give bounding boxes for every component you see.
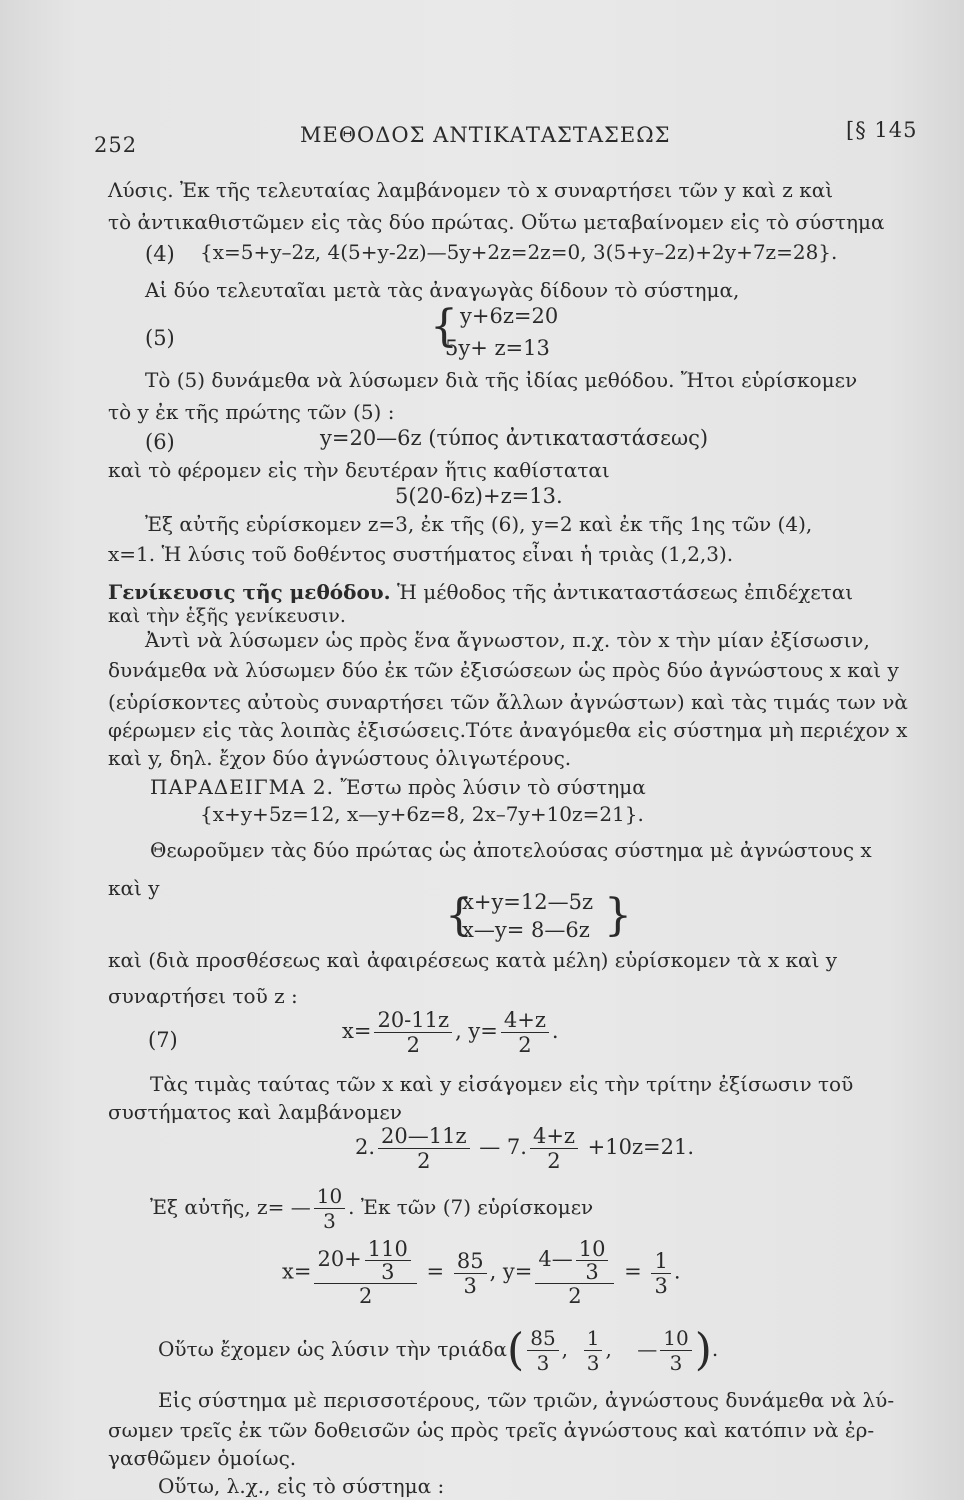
numerator: 4+z	[501, 1008, 549, 1033]
text-line: καὶ y	[108, 876, 160, 900]
numerator: 10	[660, 1326, 691, 1351]
denominator: 2	[547, 1149, 561, 1173]
denominator: 3	[536, 1351, 550, 1375]
numerator: 85	[527, 1326, 558, 1351]
text-line: (εὑρίσκοντες αὐτοὺς συναρτήσει τῶν ἄλλων ἀγνώστων) καὶ τὰς τιμάς των νὰ	[108, 690, 908, 714]
equation-text: =	[617, 1259, 649, 1284]
fraction	[660, 1326, 691, 1375]
numerator: 10	[314, 1184, 345, 1209]
denominator: 3	[585, 1260, 599, 1284]
text-line: Θεωροῦμεν τὰς δύο πρώτας ὡς ἀποτελούσας σύστημα μὲ ἀγνώστους x	[150, 838, 872, 862]
equation-line: Οὕτω ἔχομεν ὡς λύσιν τὴν τριάδα( $\frac{85}{3}$ , $\frac{1}{3}$ , — $\frac{10}{3}$ ).	[158, 1324, 719, 1376]
equation: x= $\frac{20-11z}{2}$ , y= $\frac{4+z}{2}$ .	[342, 1008, 559, 1057]
paragraph-heading-line	[108, 580, 853, 604]
fraction	[527, 1326, 558, 1375]
page-number: 252	[94, 133, 138, 157]
fraction	[651, 1249, 670, 1298]
equation-text: , y=	[489, 1259, 533, 1284]
numerator: 20-11z	[374, 1008, 452, 1033]
text-line: Λύσις. Ἐκ τῆς τελευταίας λαμβάνομεν τὸ x συναρτήσει τῶν y καὶ z καὶ	[108, 178, 834, 202]
text-line: Τὸ (5) δυνάμεθα νὰ λύσωμεν διὰ τῆς ἰδίας μεθόδου. Ἤτοι εὑρίσκομεν	[145, 368, 858, 392]
equation-label: (5)	[145, 326, 175, 350]
left-brace: {	[445, 890, 473, 941]
left-paren: (	[507, 1324, 525, 1376]
text-line: φέρωμεν εἰς τὰς λοιπὰς ἐξισώσεις.Τότε ἀναγόμεθα εἰς σύστημα μὴ περιέχον x	[108, 718, 908, 742]
equation-text: x=	[282, 1259, 312, 1284]
fraction	[378, 1124, 470, 1173]
text-line: Τὰς τιμὰς ταύτας τῶν x καὶ y εἰσάγομεν εἰς τὴν τρίτην ἐξίσωσιν τοῦ	[150, 1072, 854, 1096]
denominator: 3	[654, 1273, 668, 1298]
equation-text: Ἐξ αὐτῆς, z= —	[150, 1195, 311, 1219]
running-title: ΜΕΘΟΔΟΣ ΑΝΤΙΚΑΤΑΣΤΑΣΕΩΣ	[300, 123, 671, 147]
equation-label: (7)	[148, 1028, 178, 1052]
text-line: x=1. Ἡ λύσις τοῦ δοθέντος συστήματος εἶναι ἡ τριὰς (1,2,3).	[108, 542, 734, 566]
example-heading-line	[150, 775, 646, 799]
numerator: 85	[454, 1249, 487, 1274]
fraction	[501, 1008, 549, 1057]
text-line: Εἰς σύστημα μὲ περισσοτέρους, τῶν τριῶν, ἀγνώστους δυνάμεθα νὰ λύ-	[158, 1388, 895, 1412]
text-line: καὶ y, δηλ. ἔχον δύο ἀγνώστους ὀλιγωτέρους.	[108, 746, 572, 770]
text-line: καὶ (διὰ προσθέσεως καὶ ἀφαιρέσεως κατὰ μέλη) εὑρίσκομεν τὰ x καὶ y	[108, 948, 838, 972]
text-line: συστήματος καὶ λαμβάνομεν	[108, 1100, 402, 1124]
text-line: Οὕτω, λ.χ., εἰς τὸ σύστημα :	[158, 1474, 445, 1498]
equation: 5(20-6z)+z=13.	[395, 484, 563, 508]
equation-text: 20+	[317, 1247, 362, 1271]
fraction	[365, 1238, 411, 1283]
equation: x—y= 8—6z	[462, 918, 590, 942]
example-title: ΠΑΡΑΔΕΙΓΜΑ 2.	[150, 775, 334, 799]
text-line: τὸ ἀντικαθιστῶμεν εἰς τὰς δύο πρώτας. Οὕτω μεταβαίνομεν εἰς τὸ σύστημα	[108, 210, 885, 234]
numerator: 10	[576, 1238, 609, 1261]
equation-text: .	[673, 1259, 681, 1284]
text-line: συναρτήσει τοῦ z :	[108, 984, 298, 1008]
text-line: γασθῶμεν ὁμοίως.	[108, 1446, 297, 1470]
denominator: 2	[568, 1284, 582, 1308]
text-line: σωμεν τρεῖς ἐκ τῶν δοθεισῶν ὡς πρὸς τρεῖς ἀγνώστους καὶ κατόπιν νὰ ἐρ-	[108, 1418, 875, 1442]
equation: 5y+ z=13	[445, 336, 550, 360]
fraction	[314, 1238, 416, 1308]
equation-text: — 7.	[472, 1135, 527, 1159]
text-line: Ἀντὶ νὰ λύσωμεν ὡς πρὸς ἕνα ἄγνωστον, π.χ. τὸν x τὴν μίαν ἐξίσωσιν,	[145, 628, 870, 652]
equation-text: =	[419, 1259, 451, 1284]
text-line: Αἱ δύο τελευταῖαι μετὰ τὰς ἀναγωγὰς δίδουν τὸ σύστημα,	[145, 278, 740, 302]
denominator: 3	[463, 1273, 477, 1298]
equation-line	[150, 1184, 593, 1233]
equation-text: , y=	[455, 1019, 498, 1043]
fraction	[374, 1008, 452, 1057]
denominator: 2	[518, 1033, 532, 1057]
fraction	[576, 1238, 609, 1283]
numerator: 110	[365, 1238, 411, 1261]
section-number: [§ 145	[846, 118, 918, 142]
denominator: 3	[669, 1351, 683, 1375]
text-line: καὶ τὴν ἑξῆς γενίκευσιν.	[108, 605, 346, 627]
equation-text: 2.	[355, 1135, 376, 1159]
text-line: Ἐξ αὐτῆς εὑρίσκομεν z=3, ἐκ τῆς (6), y=2 καὶ ἐκ τῆς 1ης τῶν (4),	[145, 512, 813, 536]
equation: x+y=12—5z	[462, 890, 594, 914]
equation-label: (6)	[145, 430, 175, 454]
numerator: 1	[651, 1249, 670, 1274]
text-line: δυνάμεθα νὰ λύσωμεν δύο ἐκ τῶν ἐξισώσεων ὡς πρὸς δύο ἀγνώστους x καὶ y	[108, 658, 899, 682]
equation: {x+y+5z=12, x—y+6z=8, 2x–7y+10z=21}.	[200, 802, 644, 826]
numerator: 20—11z	[378, 1124, 470, 1149]
denominator: 2	[417, 1149, 431, 1173]
numerator	[314, 1238, 416, 1284]
equation-label: (4)	[145, 242, 175, 266]
fraction	[454, 1249, 487, 1298]
denominator: 3	[323, 1209, 336, 1233]
fraction	[584, 1326, 603, 1375]
equation	[282, 1238, 681, 1308]
denominator: 2	[406, 1033, 420, 1057]
fraction	[314, 1184, 345, 1233]
equation-text: +10z=21.	[580, 1135, 695, 1159]
numerator: 4+z	[530, 1124, 578, 1149]
text-line: Οὕτω ἔχομεν ὡς λύσιν τὴν τριάδα	[158, 1337, 508, 1361]
equation: {x=5+y–2z, 4(5+y-2z)—5y+2z=2z=0, 3(5+y–2z)+2y+7z=28}.	[200, 240, 838, 264]
numerator: 1	[584, 1326, 603, 1351]
denominator: 3	[381, 1260, 395, 1284]
text-line: Ἡ μέθοδος τῆς ἀντικαταστάσεως ἐπιδέχεται	[390, 580, 854, 604]
text-line: καὶ τὸ φέρομεν εἰς τὴν δευτέραν ἥτις καθίσταται	[108, 458, 610, 482]
right-brace: }	[604, 890, 632, 941]
text-line: . Ἐκ τῶν (7) εὑρίσκομεν	[348, 1195, 594, 1219]
left-brace: {	[430, 301, 458, 352]
right-paren: )	[694, 1324, 712, 1376]
equation: y+6z=20	[460, 304, 559, 328]
numerator	[535, 1238, 614, 1284]
section-heading: Γενίκευσις τῆς μεθόδου.	[108, 580, 391, 604]
fraction	[530, 1124, 578, 1173]
equation: y=20—6z (τύπος ἀντικαταστάσεως)	[320, 426, 709, 450]
equation	[355, 1124, 694, 1173]
fraction	[535, 1238, 614, 1308]
text-line: Ἔστω πρὸς λύσιν τὸ σύστημα	[333, 775, 646, 799]
text-line: τὸ y ἐκ τῆς πρώτης τῶν (5) :	[108, 400, 395, 424]
denominator: 3	[586, 1351, 600, 1375]
equation-text: x=	[342, 1019, 372, 1043]
equation-text: 4—	[538, 1247, 573, 1271]
denominator: 2	[358, 1284, 373, 1308]
